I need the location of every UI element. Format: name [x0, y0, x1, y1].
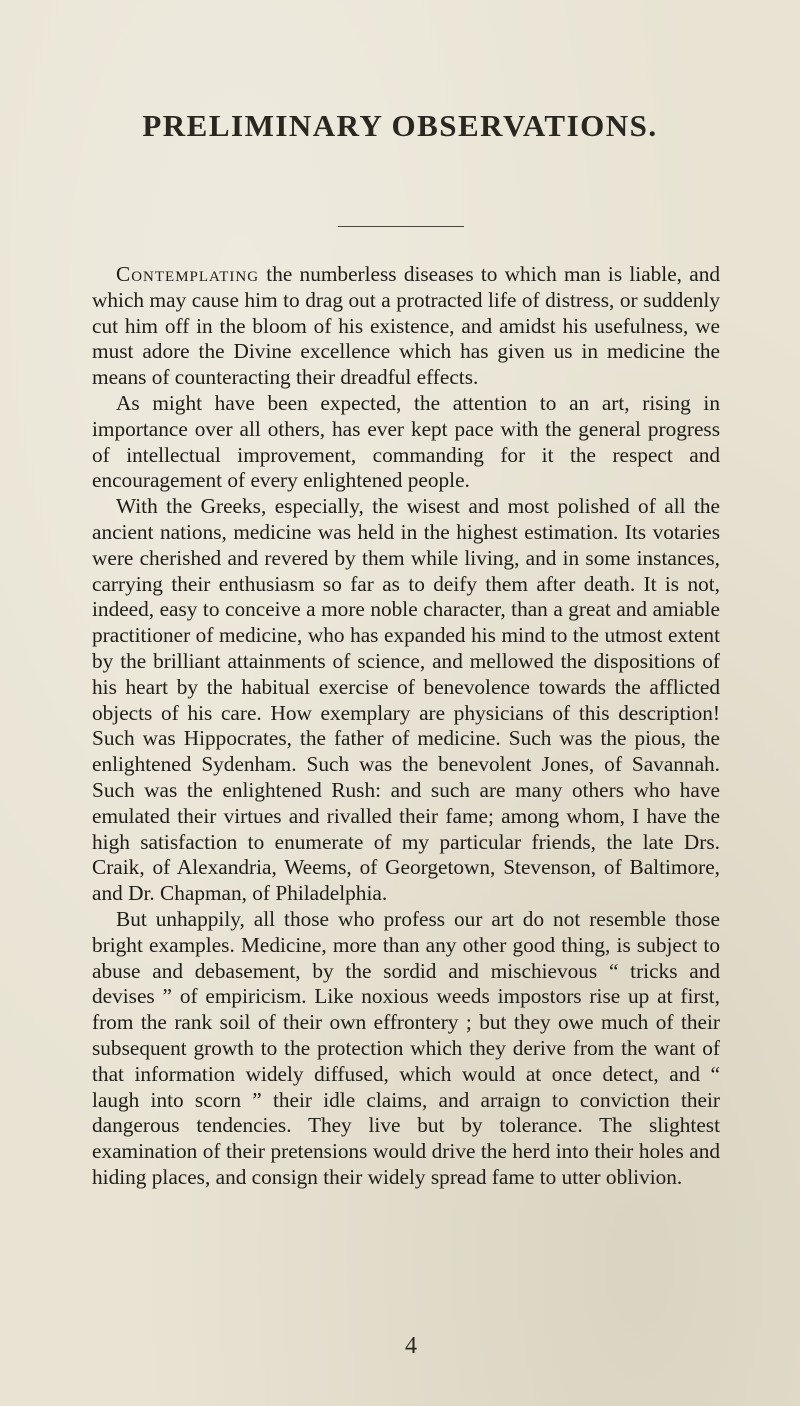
signature-mark: 4: [405, 1333, 417, 1359]
body-text: [92, 262, 720, 1191]
paragraph-1: [92, 262, 720, 391]
paragraph-3: With the Greeks, especially, the wisest and most polished of all the ancient nations, medicine was held in the highest estimation. Its votaries were cherished and revered by them while living, and in some instances, carrying their enthusiasm so far as to deify them after death. It is not, indeed, easy to conceive a more noble character, than a great and amiable practitioner of medicine, who has expanded his mind to the utmost extent by the brilliant attainments of science, and mellowed the dispositions of his heart by the habitual exercise of benevolence towards the afflicted objects of his care. How exemplary are physicians of this description! Such was Hippocrates, the father of medicine. Such was the pious, the enlightened Sydenham. Such was the benevolent Jones, of Savannah. Such was the enlightened Rush: and such are many others who have emulated their virtues and rivalled their fame; among whom, I have the high satisfaction to enumerate of my particular friends, the late Drs. Craik, of Alexandria, Weems, of Georgetown, Stevenson, of Baltimore, and Dr. Chapman, of Philadelphia.: [92, 494, 720, 906]
paragraph-4: But unhappily, all those who profess our art do not resemble those bright examples. Medicine, more than any other good thing, is subject to abuse and debasement, by the sordid and mischievous “ tricks and devises ” of empiricism. Like noxious weeds impostors rise up at first, from the rank soil of their own effrontery ; but they owe much of their subsequent growth to the protection which they derive from the want of that information widely diffused, which would at once detect, and “ laugh into scorn ” their idle claims, and arraign to conviction their dangerous tendencies. They live but by tolerance. The slightest examination of their pretensions would drive the herd into their holes and hiding places, and consign their widely spread fame to utter oblivion.: [92, 906, 720, 1189]
paragraph-2: As might have been expected, the attention to an art, rising in importance over all others, has ever kept pace with the general progress of intellectual improvement, commanding for it the respect and encouragement of every enlightened people.: [92, 390, 720, 493]
paragraph-lead: Contemplating: [116, 262, 260, 286]
paragraph-text: the numberless diseases to which man is liable, and which may cause him to drag out a protracted life of distress, or suddenly cut him off in the bloom of his existence, and amidst his usefulness, we must adore the Divine excellence which has given us in medicine the means of counteracting their dreadful effects.: [92, 262, 720, 390]
title-rule: [338, 226, 464, 227]
page-title: PRELIMINARY OBSERVATIONS.: [142, 108, 658, 143]
